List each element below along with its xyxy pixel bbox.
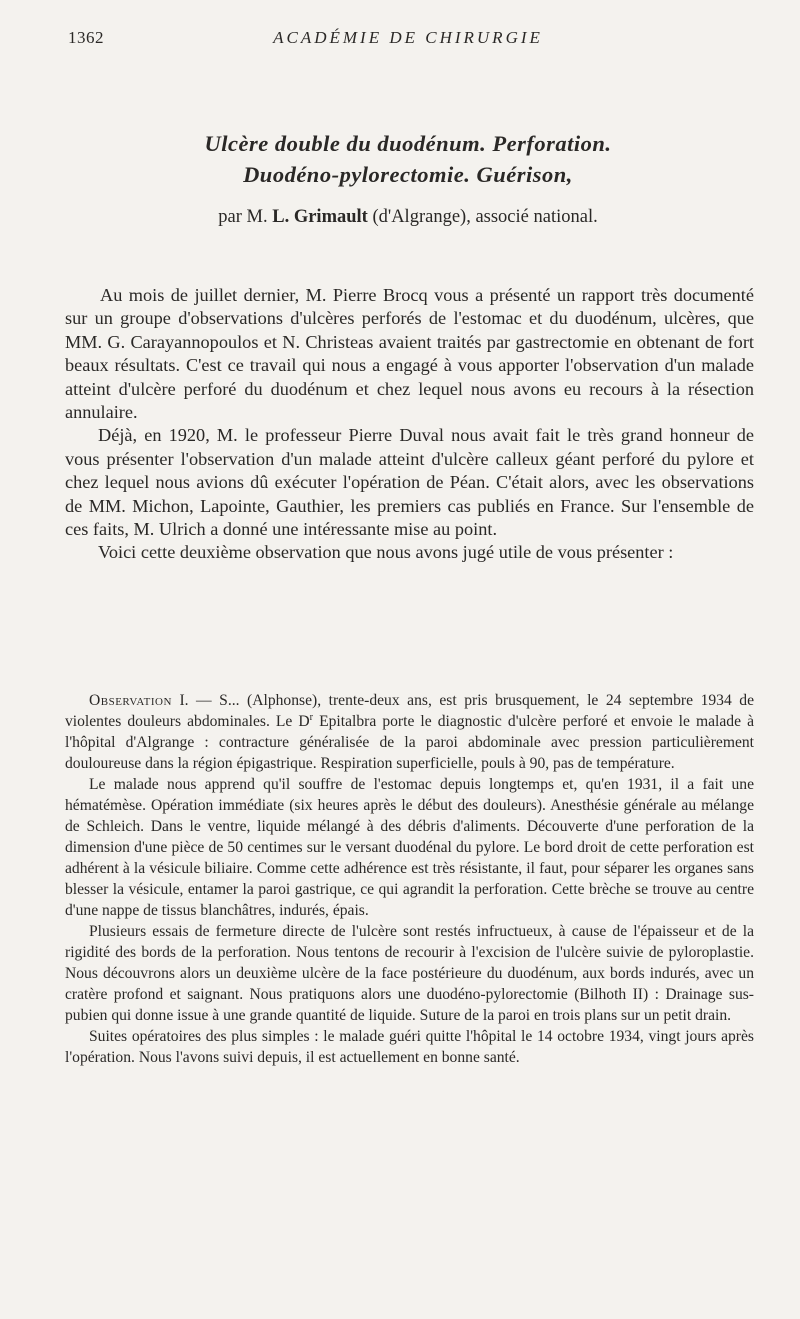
observation-p1-rest: Epitalbra porte le diagnostic d'ulcère perforé et envoie le malade à l'hôpital d'Algrange : contracture généralisée de la paroi abdominale avec pression particulièrement douloureuse dans la région épigastrique. Respiration superficielle, pouls à 90, pas de température. [65,713,754,772]
observation-p1-sup: r [309,711,314,723]
article-title [68,128,748,190]
page-header [68,28,748,56]
page-number: 1362 [68,28,104,47]
observation-label: Observation [89,692,172,709]
main-text [65,284,754,565]
byline-author: L. Grimault [272,207,368,227]
paragraph-1: Au mois de juillet dernier, M. Pierre Brocq vous a présenté un rapport très documenté sur un groupe d'observations d'ulcères perforés de l'estomac et du duodénum, ulcères, que MM. G. Carayannopoulos et N. Christeas avaient traités par gastrectomie en obtenant de fort beaux résultats. C'est ce travail qui nous a engagé à vous apporter l'observation d'un malade atteint d'ulcère perforé du duodénum et chez lequel nous avons eu recours à la résection annulaire. [65,285,754,423]
observation-paragraph-3: Plusieurs essais de fermeture directe de l'ulcère sont restés infructueux, à cause de l'épaisseur et de la rigidité des bords de la perforation. Nous tentons de recourir à l'excision de l'ulcère suivie de pyloroplastie. Nous découvrons alors un deuxième ulcère de la face postérieure du duodénum, aux bords indurés, avec un cratère profond et saignant. Nous pratiquons alors une duodéno-pylorectomie (Bilhoth II) : Drainage sus-pubien qui donne issue à une grande quantité de liquide. Suture de la paroi en trois plans sur un petit drain. [65,923,754,1024]
observation-block [65,690,754,1068]
title-line-2: Duodéno-pylorectomie. Guérison, [243,162,573,187]
byline [68,207,748,228]
observation-paragraph-2: Le malade nous apprend qu'il souffre de l'estomac depuis longtemps et, qu'en 1931, il a fait une hématémèse. Opération immédiate (six heures après le début des douleurs). Anesthésie générale au mélange de Schleich. Dans le ventre, liquide mélangé à des débris d'aliments. Découverte d'une perforation de la dimension d'une pièce de 50 centimes sur le versant duodénal du pylore. Le bord droit de cette perforation est adhérent à la vésicule biliaire. Comme cette adhérence est très résistante, il faut, pour séparer les organes sans blesser la vésicule, entamer la paroi gastrique, ce qui agrandit la perforation. Cette brèche se trouve au centre d'une nappe de tissus blanchâtres, indurés, épais. [65,776,754,919]
byline-prefix: par M. [218,207,273,227]
observation-paragraph-1 [65,690,754,774]
running-head: ACADÉMIE DE CHIRURGIE [273,28,543,47]
observation-p1-lead: I. — S... (Alphonse), trente-deux ans, est pris brusquement, le 24 septembre 1934 de violentes douleurs abdominales. Le D [65,692,754,730]
title-line-1: Ulcère double du duodénum. Perforation. [204,131,612,156]
byline-suffix: (d'Algrange), associé national. [367,207,598,227]
paragraph-3: Voici cette deuxième observation que nous avons jugé utile de vous présenter : [98,542,674,563]
paragraph-2: Déjà, en 1920, M. le professeur Pierre Duval nous avait fait le très grand honneur de vous présenter l'observation d'un malade atteint d'ulcère calleux géant perforé du pylore et chez lequel nous avions dû exécuter l'opération de Péan. C'était alors, avec les observations de MM. Michon, Lapointe, Gauthier, les premiers cas publiés en France. Sur l'ensemble de ces faits, M. Ulrich a donné une intéressante mise au point. [65,425,754,540]
observation-paragraph-4: Suites opératoires des plus simples : le malade guéri quitte l'hôpital le 14 octobre 1934, vingt jours après l'opération. Nous l'avons suivi depuis, il est actuellement en bonne santé. [65,1028,754,1066]
